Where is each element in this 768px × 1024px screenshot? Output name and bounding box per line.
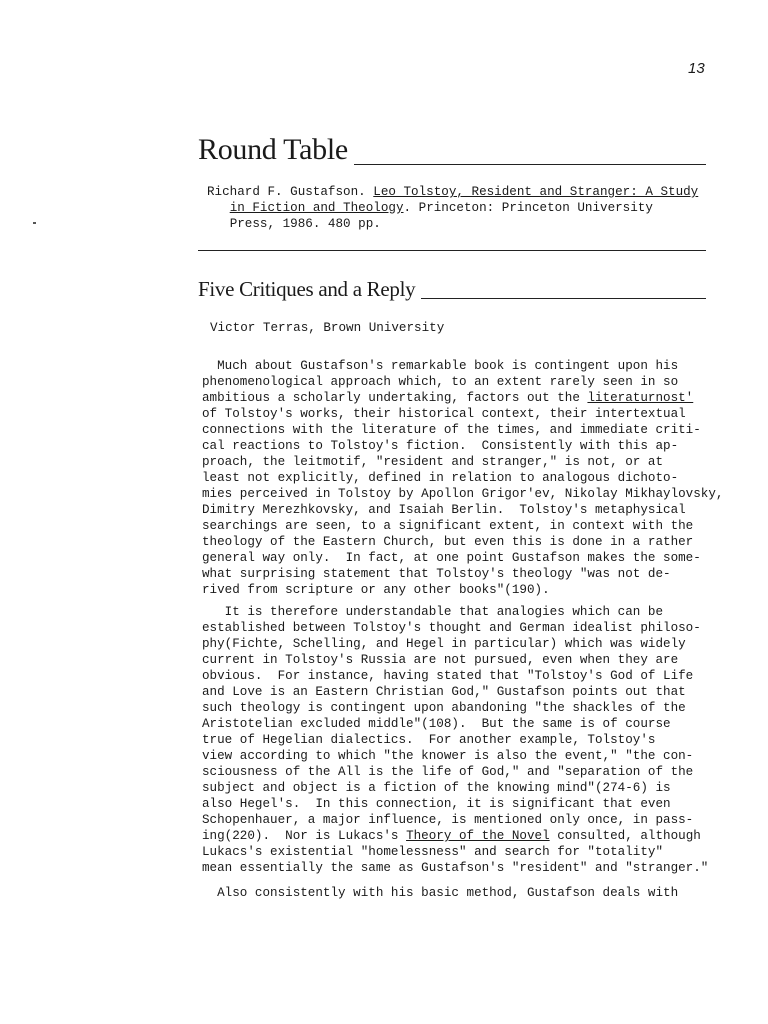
stray-mark: [33, 222, 36, 224]
text-line: ing(220). Nor is Lukacs's: [202, 829, 407, 843]
text-line: such theology is contingent upon abandoning "the shackles of the: [202, 701, 686, 715]
text-line: also Hegel's. In this connection, it is significant that even: [202, 797, 671, 811]
citation-title-2: in Fiction and Theology: [229, 201, 404, 215]
citation-pages: Press, 1986. 480 pp.: [229, 217, 381, 231]
text-line: Lukacs's existential "homelessness" and search for "totality": [202, 845, 664, 859]
text-line: and Love is an Eastern Christian God," Gustafson points out that: [202, 685, 686, 699]
section-title-critiques: Five Critiques and a Reply: [198, 277, 416, 301]
text-line: current in Tolstoy's Russia are not pursued, even when they are: [202, 653, 679, 667]
text-line: rived from scripture or any other books"(190).: [202, 583, 550, 597]
text-line: phenomenological approach which, to an extent rarely seen in so: [202, 375, 679, 389]
text-line: true of Hegelian dialectics. For another example, Tolstoy's: [202, 733, 656, 747]
text-line: cal reactions to Tolstoy's fiction. Consistently with this ap-: [202, 439, 679, 453]
text-line: least not explicitly, defined in relation to analogous dichoto-: [202, 471, 679, 485]
citation: [207, 184, 698, 232]
text-line: Dimitry Merezhkovsky, and Isaiah Berlin. Tolstoy's metaphysical: [202, 503, 686, 517]
paragraph-3: [202, 885, 678, 901]
text-line: general way only. In fact, at one point Gustafson makes the some-: [202, 551, 701, 565]
text-line: connections with the literature of the times, and immediate criti-: [202, 423, 701, 437]
subtitle-rule: [421, 298, 706, 299]
citation-author: Richard F. Gustafson.: [207, 185, 374, 199]
text-line: mies perceived in Tolstoy by Apollon Grigor'ev, Nikolay Mikhaylovsky,: [202, 487, 724, 501]
text-line: what surprising statement that Tolstoy's theology "was not de-: [202, 567, 671, 581]
citation-title-1: Leo Tolstoy, Resident and Stranger: A Study: [373, 185, 699, 199]
text-line: ambitious a scholarly undertaking, factors out the: [202, 391, 588, 405]
text-line: theology of the Eastern Church, but even this is done in a rather: [202, 535, 694, 549]
text-line: proach, the leitmotif, "resident and stranger," is not, or at: [202, 455, 664, 469]
text-line: Schopenhauer, a major influence, is mentioned only once, in pass-: [202, 813, 694, 827]
text-line: view according to which "the knower is also the event," "the con-: [202, 749, 694, 763]
text-line: It is therefore understandable that analogies which can be: [202, 605, 664, 619]
text-line: Also consistently with his basic method, Gustafson deals with: [202, 886, 679, 900]
byline: Victor Terras, Brown University: [210, 321, 445, 335]
title-rule: [354, 164, 706, 165]
paragraph-1: [202, 358, 723, 598]
text-line: sciousness of the All is the life of God," and "separation of the: [202, 765, 694, 779]
text-line: consulted, although: [549, 829, 701, 843]
page-number: 13: [688, 60, 705, 77]
text-line: searchings are seen, to a significant extent, in context with the: [202, 519, 694, 533]
text-line: mean essentially the same as Gustafson's "resident" and "stranger.": [202, 861, 709, 875]
text-line: subject and object is a fiction of the knowing mind"(274-6) is: [202, 781, 671, 795]
paragraph-2: [202, 604, 708, 876]
text-line: Much about Gustafson's remarkable book is contingent upon his: [202, 359, 679, 373]
literaturnost-term: literaturnost': [587, 391, 694, 405]
text-line: of Tolstoy's works, their historical context, their intertextual: [202, 407, 686, 421]
text-line: established between Tolstoy's thought and German idealist philoso-: [202, 621, 701, 635]
text-line: phy(Fichte, Schelling, and Hegel in particular) which was widely: [202, 637, 686, 651]
citation-publisher: . Princeton: Princeton University: [403, 201, 653, 215]
theory-of-the-novel-title: Theory of the Novel: [406, 829, 550, 843]
section-title-round-table: Round Table: [198, 133, 348, 166]
text-line: obvious. For instance, having stated that "Tolstoy's God of Life: [202, 669, 694, 683]
text-line: Aristotelian excluded middle"(108). But the same is of course: [202, 717, 671, 731]
citation-rule: [198, 250, 706, 251]
